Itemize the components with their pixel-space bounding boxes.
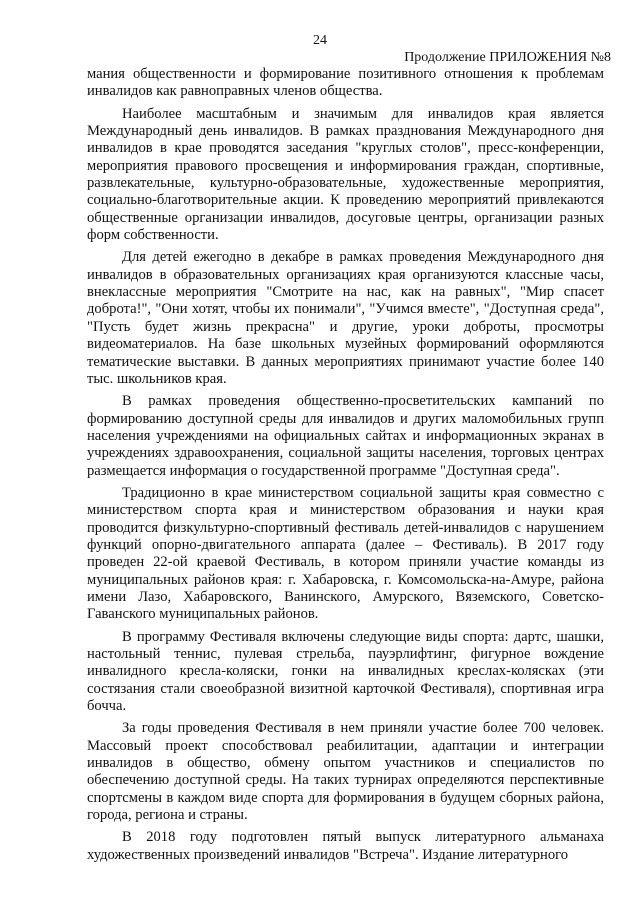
paragraph-festival-results: За годы проведения Фестиваля в нем приняли участие более 700 человек. Массовый проект способствовал реабилитации, адаптации и интеграции инвалидов в общество, обмену опытом участников и специалистов по обеспечению доступной среды. На таких турнирах определяются перспективные спортсмены в каждом виде спорта для формирования в будущем сборных района, города, региона и страны. bbox=[87, 720, 604, 824]
paragraph-literary-almanac: В 2018 году подготовлен пятый выпуск литературного альманаха художественных произведений инвалидов "Встреча". Издание литературного bbox=[87, 829, 604, 863]
paragraph-sports-festival: Традиционно в крае министерством социальной защиты края совместно с министерством спорта края и министерством образования и науки края проводится физкультурно-спортивный фестиваль детей-инвалидов с нарушением функций опорно-двигательного аппарата (далее – Фестиваль). В 2017 году проведен 22-ой краевой Фестиваль, в котором приняли участие команды из муниципальных районов края: г. Хабаровска, г. Комсомольска-на-Амуре, района имени Лазо, Хабаровского, Ванинского, Амурского, Вяземского, Советско-Гаванского муниципальных районов. bbox=[87, 484, 604, 623]
paragraph-accessible-environment: В рамках проведения общественно-просветительских кампаний по формированию доступной среды для инвалидов и других маломобильных групп населения учреждениями на официальных сайтах и информационных экранах в учреждениях здравоохранения, социальной защиты населения, торговых центрах размещается информация о государственной программе "Доступная среда". bbox=[87, 393, 604, 479]
body-text bbox=[87, 66, 604, 864]
paragraph-children-events: Для детей ежегодно в декабре в рамках проведения Международного дня инвалидов в образовательных организациях края организуются классные часы, внеклассные мероприятия "Смотрите на нас, как на равных", "Мир спасет доброта!", "Они хотят, чтобы их понимали", "Учимся вместе", "Доступная среда", "Пусть будет жизнь прекрасна" и другие, уроки доброты, просмотры видеоматериалов. На базе школьных музейных формирований оформляются тематические выставки. В данных мероприятиях принимают участие более 140 тыс. школьников края. bbox=[87, 249, 604, 387]
paragraph-international-day: Наиболее масштабным и значимым для инвалидов края является Международный день инвалидов. В рамках празднования Международного дня инвалидов в крае проводятся заседания "круглых столов", пресс-конференции, мероприятия правового просвещения и информирования граждан, спортивные, развлекательные, культурно-образовательные, художественные мероприятия, социально-благотворительные акции. К проведению мероприятий привлекаются общественные организации инвалидов, досуговые центры, организации разных форм собственности. bbox=[87, 105, 604, 244]
paragraph-festival-program: В программу Фестиваля включены следующие виды спорта: дартс, шашки, настольный теннис, пулевая стрельба, пауэрлифтинг, фигурное вождение инвалидного кресла-коляски, гонки на инвалидных креслах-колясках (эти состязания стали своеобразной визитной карточкой Фестиваля), спортивная игра бочча. bbox=[87, 628, 604, 715]
page-number: 24 bbox=[313, 33, 327, 48]
appendix-continuation-label: Продолжение ПРИЛОЖЕНИЯ №8 bbox=[404, 50, 611, 65]
paragraph-continued: мания общественности и формирование позитивного отношения к проблемам инвалидов как равноправных членов общества. bbox=[87, 66, 604, 100]
